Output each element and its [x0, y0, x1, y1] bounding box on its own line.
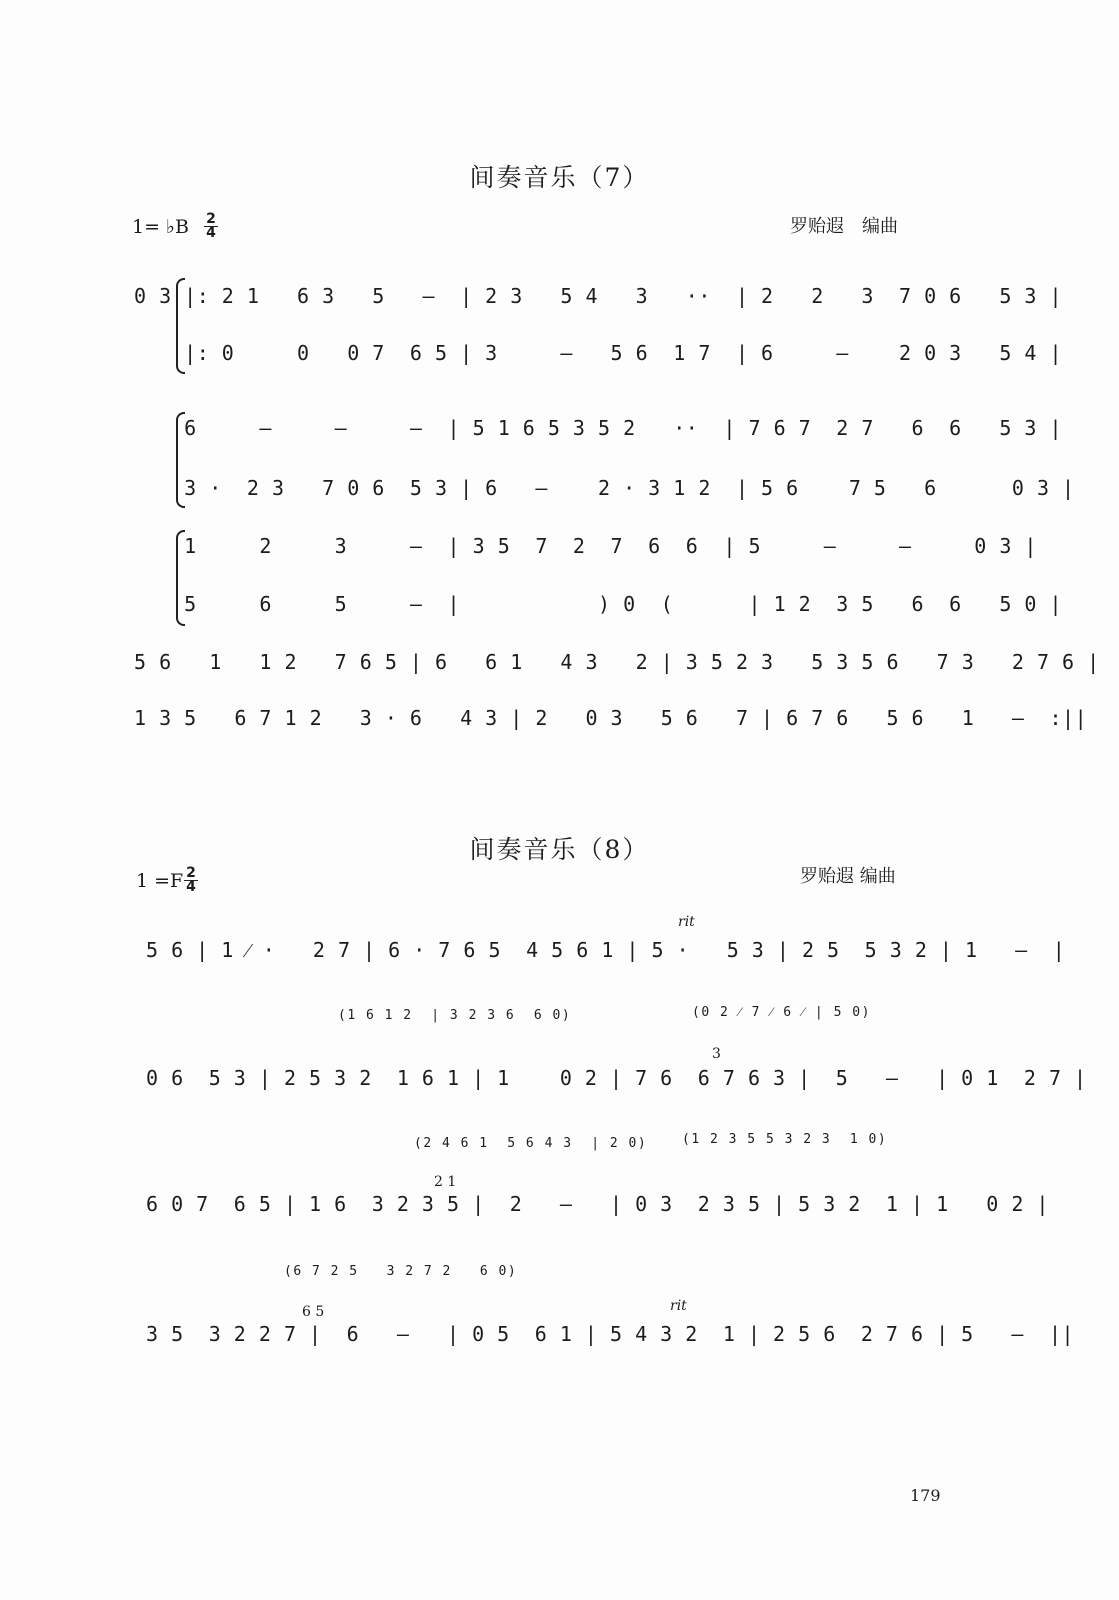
meter-top: 2 — [186, 865, 196, 881]
piece7-key: 1= ♭B — [132, 216, 189, 238]
piece8-key: 1 =F — [136, 870, 184, 892]
score-line: 5 6 | 1 ⁄ · 2 7 | 6 · 7 6 5 4 5 6 1 | 5 · 5 3 | 2 5 5 3 2 | 1 — | — [146, 938, 1066, 962]
piece8-composer: 罗贻遐 编曲 — [800, 866, 896, 887]
page-number: 179 — [910, 1486, 941, 1505]
meter-bottom: 4 — [206, 225, 216, 241]
score-line: 0 6 5 3 | 2 5 3 2 1 6 1 | 1 0 2 | 7 6 6 7 6 3 | 5 — | 0 1 2 7 | — [146, 1066, 1087, 1090]
score-line: 1 2 3 — | 3 5 7 2 7 6 6 | 5 — — 0 3 | — [134, 534, 1037, 558]
accompaniment-line: (2 4 6 1 5 6 4 3 | 2 0) — [414, 1136, 648, 1151]
score-line: 6 — — — | 5 1 6 5 3 5 2 ·· | 7 6 7 2 7 6 6 5 3 | — [134, 416, 1063, 440]
piece7-composer: 罗贻遐 编曲 — [790, 216, 898, 237]
grace-note: 6 5 — [302, 1304, 325, 1320]
accompaniment-line: (0 2 ⁄ 7 ⁄ 6 ⁄ | 5 0) — [692, 1005, 871, 1020]
grace-note: 2 1 — [434, 1174, 457, 1190]
score-line: |: 0 0 0 7 6 5 | 3 — 5 6 1 7 | 6 — 2 0 3 5 4 | — [134, 341, 1063, 365]
accompaniment-line: (6 7 2 5 3 2 7 2 6 0) — [284, 1264, 518, 1279]
score-line: 3 5 3 2 2 7 | 6 — | 0 5 6 1 | 5 4 3 2 1 | 2 5 6 2 7 6 | 5 — || — [146, 1322, 1075, 1346]
score-line: 5 6 1 1 2 7 6 5 | 6 6 1 4 3 2 | 3 5 2 3 5 3 5 6 7 3 2 7 6 | — [134, 650, 1100, 674]
score-line: 3 · 2 3 7 0 6 5 3 | 6 — 2 · 3 1 2 | 5 6 7 5 6 0 3 | — [134, 476, 1075, 500]
piece8-meter — [184, 865, 198, 895]
grace-note: 3 — [712, 1046, 721, 1062]
score-line: 0 3 |: 2 1 6 3 5 — | 2 3 5 4 3 ·· | 2 2 3 7 0 6 5 3 | — [134, 284, 1063, 308]
accompaniment-line: (1 2 3 5 5 3 2 3 1 0) — [682, 1132, 888, 1147]
rit-marking: rit — [670, 1298, 687, 1314]
score-line: 5 6 5 — | ) 0 ( | 1 2 3 5 6 6 5 0 | — [134, 592, 1063, 616]
accompaniment-line: (1 6 1 2 | 3 2 3 6 6 0) — [338, 1008, 572, 1023]
meter-bottom: 4 — [186, 879, 196, 895]
piece7-meter — [204, 211, 218, 241]
piece8-title: 间奏音乐（8） — [469, 835, 650, 864]
rit-marking: rit — [678, 914, 695, 930]
score-line: 6 0 7 6 5 | 1 6 3 2 3 5 | 2 — | 0 3 2 3 5 | 5 3 2 1 | 1 0 2 | — [146, 1192, 1049, 1216]
meter-top: 2 — [206, 211, 216, 227]
piece7-title: 间奏音乐（7） — [469, 163, 650, 192]
score-line: 1 3 5 6 7 1 2 3 · 6 4 3 | 2 0 3 5 6 7 | 6 7 6 5 6 1 — :|| — [134, 706, 1088, 730]
